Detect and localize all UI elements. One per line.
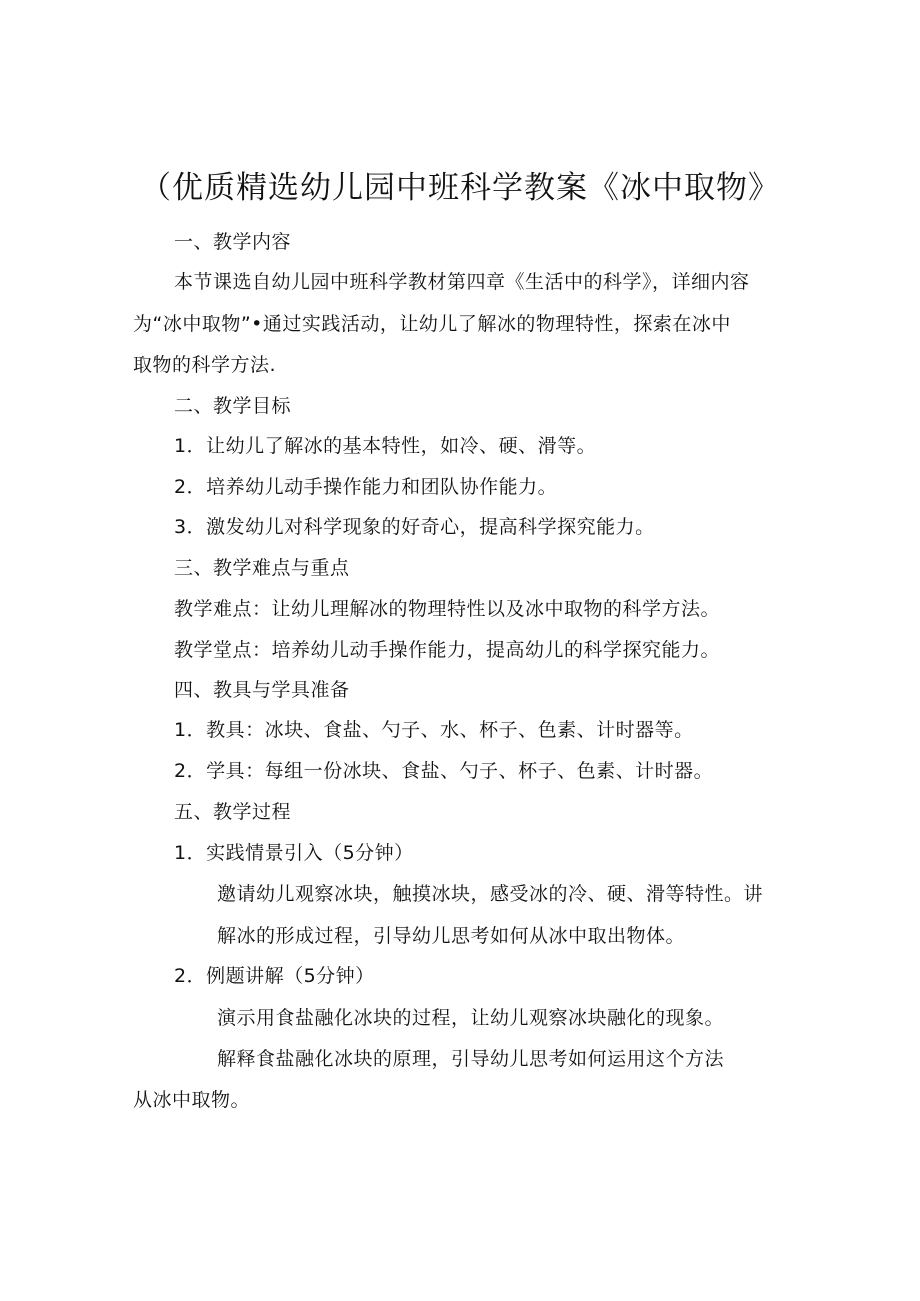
process-step-2-label: 2．例题讲解（5分钟）	[174, 965, 375, 987]
teaching-key-point: 教学堂点：培养幼儿动手操作能力，提高幼儿的科学探究能力。	[174, 639, 721, 661]
process-step-2-line-2: 解释食盐融化冰块的原理，引导幼儿思考如何运用这个方法	[217, 1048, 725, 1070]
process-step-1-line-1: 邀请幼儿观察冰块，触摸冰块，感受冰的冷、硬、滑等特性。讲	[217, 883, 764, 905]
materials-item-2: 2．学具：每组一份冰块、食盐、勺子、杯子、色素、计时器。	[174, 760, 714, 782]
section-heading-difficulties: 三、教学难点与重点	[174, 557, 350, 579]
section-heading-content: 一、教学内容	[174, 231, 292, 253]
content-paragraph-line-3: 取物的科学方法.	[133, 354, 277, 376]
objective-item-3: 3．激发幼儿对科学现象的好奇心，提高科学探究能力。	[174, 516, 655, 538]
content-paragraph-line-1: 本节课选自幼儿园中班科学教材第四章《生活中的科学》，详细内容	[174, 271, 750, 293]
section-heading-materials: 四、教具与学具准备	[174, 679, 350, 701]
section-heading-process: 五、教学过程	[174, 801, 292, 823]
process-step-1-label: 1．实践情景引入（5分钟）	[174, 842, 414, 864]
objective-item-2: 2．培养幼儿动手操作能力和团队协作能力。	[174, 476, 558, 498]
process-step-2-line-3: 从冰中取物。	[133, 1089, 251, 1111]
teaching-difficulty: 教学难点：让幼儿理解冰的物理特性以及冰中取物的科学方法。	[174, 598, 721, 620]
process-step-1-line-2: 解冰的形成过程，引导幼儿思考如何从冰中取出物体。	[217, 925, 686, 947]
content-paragraph-line-2: 为“冰中取物”•通过实践活动，让幼儿了解冰的物理特性，探索在冰中	[133, 313, 731, 335]
section-heading-objectives: 二、教学目标	[174, 395, 292, 417]
document-title: （优质精选幼儿园中班科学教案《冰中取物》	[140, 170, 780, 206]
process-step-2-line-1: 演示用食盐融化冰块的过程，让幼儿观察冰块融化的现象。	[217, 1007, 725, 1029]
materials-item-1: 1．教具：冰块、食盐、勺子、水、杯子、色素、计时器等。	[174, 719, 694, 741]
objective-item-1: 1．让幼儿了解冰的基本特性，如冷、硬、滑等。	[174, 435, 597, 457]
